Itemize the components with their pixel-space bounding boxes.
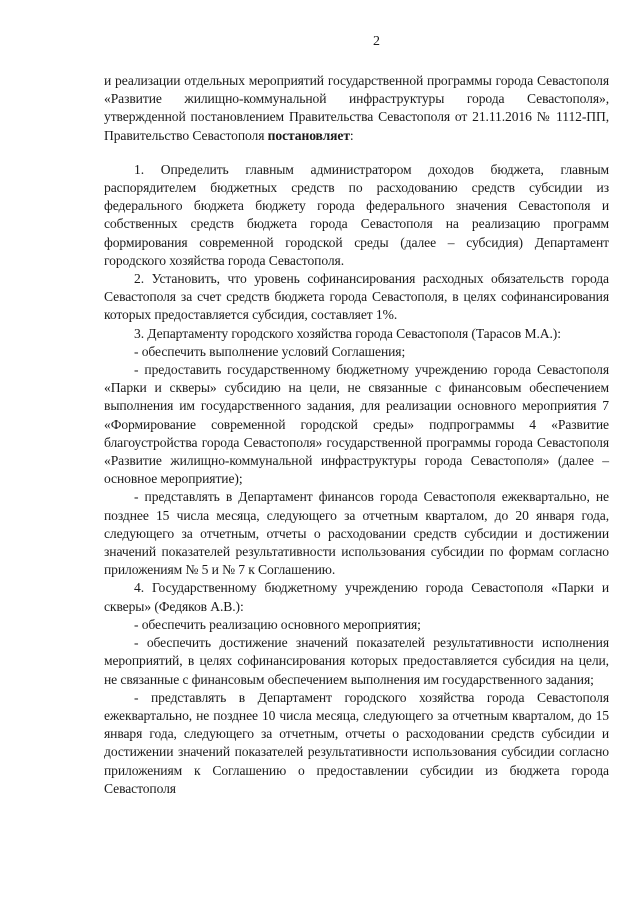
intro-text: и реализации отдельных мероприятий государственной программы города Севастополя «Развитие жилищно-коммунальной инфраструктуры города Севастополя», утвержденной постановлением Правительства Севастополя от 21.11.2016 № 1112-ПП, Правительство Севастополя [104, 73, 609, 143]
page-number: 2 [373, 34, 380, 49]
paragraph-3: 3. Департаменту городского хозяйства города Севастополя (Тарасов М.А.): [134, 325, 561, 341]
document-body [104, 72, 609, 798]
list-item-parks-1: - обеспечить реализацию основного мероприятия; [134, 616, 421, 632]
paragraph-4: 4. Государственному бюджетному учреждению города Севастополя «Парки и скверы» (Федяков А.В.): [104, 580, 609, 614]
paragraph-2: 2. Установить, что уровень софинансирования расходных обязательств города Севастополя за счет средств бюджета города Севастополя, в целях софинансирования которых предоставляется субсидия, составляет 1%. [104, 271, 609, 323]
intro-colon: : [349, 127, 354, 143]
list-item-dept-1: - обеспечить выполнение условий Соглашения; [134, 343, 406, 359]
list-item-dept-2: - предоставить государственному бюджетному учреждению города Севастополя «Парки и скверы» субсидию на цели, не связанные с финансовым обеспечением выполнения им государственного задания, для реализации основного мероприятия 7 «Формирование современной городской среды» подпрограммы 4 «Развитие благоустройства города Севастополя» государственной программы города Севастополя «Развитие жилищно-коммунальной инфраструктуры города Севастополя» (далее – основное мероприятие); [104, 362, 609, 487]
decree-word: постановляет [267, 127, 350, 143]
list-item-parks-3: - представлять в Департамент городского хозяйства города Севастополя ежеквартально, не позднее 10 числа месяца, следующего за отчетным кварталом, до 15 января года, следующего за отчетным, отчеты о расходовании средств субсидии и достижении значений показателей результативности использования субсидии согласно приложениям к Соглашению о предоставлении субсидии из бюджета города Севастополя [104, 689, 609, 796]
list-item-dept-3: - представлять в Департамент финансов города Севастополя ежеквартально, не позднее 15 числа месяца, следующего за отчетным кварталом, до 20 января года, следующего за отчетным, отчеты о расходовании средств субсидии и достижении значений показателей результативности использования субсидии по формам согласно приложениям № 5 и № 7 к Соглашению. [104, 489, 609, 578]
intro-paragraph [104, 72, 609, 145]
list-item-parks-2: - обеспечить достижение значений показателей результативности исполнения мероприятий, в целях софинансирования которых предоставляется субсидия на цели, не связанные с финансовым обеспечением выполнения им государственного задания; [104, 635, 609, 687]
paragraph-1: 1. Определить главным администратором доходов бюджета, главным распорядителем бюджетных средств по расходованию средств субсидии из федерального бюджета бюджету города федерального значения Севастополя и собственных средств бюджета города Севастополя на реализацию программ формирования современной городской среды (далее – субсидия) Департамент городского хозяйства города Севастополя. [104, 161, 609, 268]
